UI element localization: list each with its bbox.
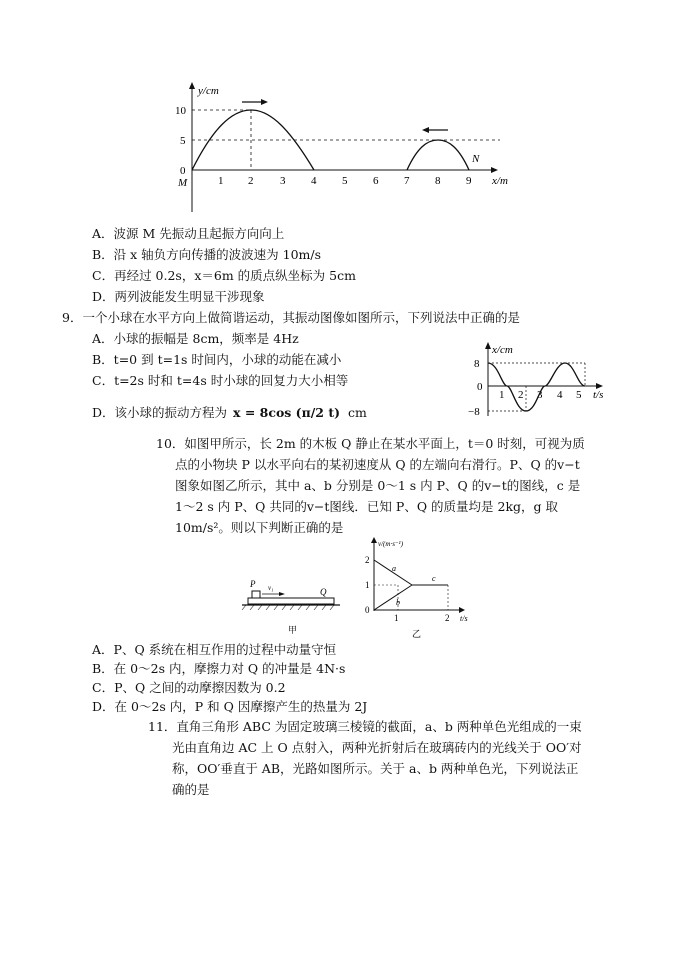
q11-stem-line: 称，OO′垂直于 AB，光路如图所示。关于 a、b 两种单色光，下列说法正	[172, 761, 579, 776]
label-v1: v₁	[268, 584, 274, 592]
line-label-b: b	[396, 598, 400, 607]
q10-stem-line: 点的小物块 P 以水平向右的某初速度从 Q 的左端向右滑行。P、Q 的v−t	[175, 457, 580, 472]
x-tick: 3	[537, 389, 543, 401]
q8-option-d: D．两列波能发生明显干涉现象	[92, 289, 265, 304]
q9-equation-unit: cm	[348, 405, 367, 420]
q9-vibration-graph	[450, 340, 620, 420]
x-axis-label: t/s	[460, 614, 468, 623]
q10-figure-yi	[360, 535, 480, 641]
x-tick: 1	[394, 613, 399, 623]
y-tick: 0	[365, 605, 370, 615]
x-tick: 7	[404, 175, 410, 187]
block-p	[252, 591, 260, 598]
label-p: P	[250, 579, 256, 589]
x-tick: 3	[280, 175, 286, 187]
x-tick: 6	[373, 175, 379, 187]
x-tick: 4	[311, 175, 317, 187]
arrow-right-icon	[261, 99, 268, 105]
y-axis-label: x/cm	[492, 344, 513, 356]
line-b	[374, 585, 412, 610]
q8-option-b: B．沿 x 轴负方向传播的波波速为 10m/s	[92, 247, 322, 262]
q8-option-a: A．波源 M 先振动且起振方向向上	[92, 226, 285, 241]
q11-stem-line: 光由直角边 AC 上 O 点射入，两种光折射后在玻璃砖内的光线关于 OO′对	[172, 740, 582, 755]
q9-stem: 9．一个小球在水平方向上做简谐运动，其振动图像如图所示，下列说法中正确的是	[62, 310, 520, 325]
board-q	[248, 598, 334, 604]
y-tick: 1	[365, 580, 370, 590]
q8-option-c: C．再经过 0.2s，x＝6m 的质点纵坐标为 5cm	[92, 268, 356, 283]
line-label-a: a	[392, 564, 396, 573]
y-tick: 0	[180, 165, 186, 177]
x-axis-label: t/s	[593, 389, 604, 401]
x-axis-label: x/m	[492, 175, 508, 187]
vibration-curve	[488, 363, 585, 411]
arrow-left-icon	[422, 127, 429, 133]
x-tick: 5	[342, 175, 348, 187]
q10-option-d: D．在 0～2s 内，P 和 Q 因摩擦产生的热量为 2J	[92, 699, 368, 714]
q10-stem-line: 10m/s²。则以下判断正确的是	[175, 520, 344, 535]
q9-equation: x = 8cos (π/2 t)	[233, 405, 341, 420]
y-tick: 8	[474, 358, 480, 370]
x-tick: 9	[466, 175, 472, 187]
x-tick: 1	[499, 389, 505, 401]
x-tick: 4	[557, 389, 563, 401]
label-q: Q	[320, 587, 327, 597]
q9-option-c: C．t=2s 时和 t=4s 时小球的回复力大小相等	[92, 373, 349, 388]
q10-figure-jia	[238, 575, 350, 637]
origin-label: M	[178, 177, 188, 189]
x-tick: 2	[445, 613, 450, 623]
y-axis-label: v/(m·s⁻¹)	[378, 540, 404, 548]
q10-option-c: C．P、Q 之间的动摩擦因数为 0.2	[92, 680, 286, 695]
y-tick: 5	[180, 135, 186, 147]
q11-stem-line: 11．直角三角形 ABC 为固定玻璃三棱镜的截面，a、b 两种单色光组成的一束	[148, 719, 582, 734]
q10-stem-line: 图象如图乙所示，其中 a、b 分别是 0～1 s 内 P、Q 的v−t的图线，c 是	[175, 478, 581, 493]
x-tick: 2	[518, 389, 524, 401]
q10-stem-line: 1～2 s 内 P、Q 共同的v−t图线．已知 P、Q 的质量均是 2kg，g 取	[175, 499, 559, 514]
x-tick: 5	[576, 389, 582, 401]
line-label-c: c	[432, 574, 436, 583]
y-tick: 2	[365, 555, 370, 565]
y-axis-label: y/cm	[198, 85, 219, 97]
y-tick: −8	[468, 406, 480, 418]
x-tick: 1	[218, 175, 224, 187]
q10-option-a: A．P、Q 系统在相互作用的过程中动量守恒	[92, 642, 337, 657]
q9-option-d-text: D．该小球的振动方程为	[92, 405, 228, 420]
q9-option-d	[92, 404, 367, 422]
x-tick: 8	[435, 175, 441, 187]
y-tick: 10	[175, 105, 186, 117]
figure-caption: 乙	[412, 629, 422, 639]
q11-stem-line: 确的是	[172, 782, 210, 797]
end-label: N	[472, 153, 480, 165]
wave-figure	[170, 80, 530, 220]
q10-stem-line: 10．如图甲所示，长 2m 的木板 Q 静止在某水平面上，t＝0 时刻，可视为质	[156, 436, 585, 451]
right-wave-curve	[407, 140, 469, 170]
q9-option-a: A．小球的振幅是 8cm，频率是 4Hz	[92, 331, 299, 346]
q10-option-b: B．在 0～2s 内，摩擦力对 Q 的冲量是 4N·s	[92, 661, 346, 676]
x-tick: 2	[248, 175, 254, 187]
y-tick: 0	[477, 381, 483, 393]
q9-option-b: B．t=0 到 t=1s 时间内，小球的动能在减小	[92, 352, 342, 367]
figure-caption: 甲	[288, 625, 298, 635]
